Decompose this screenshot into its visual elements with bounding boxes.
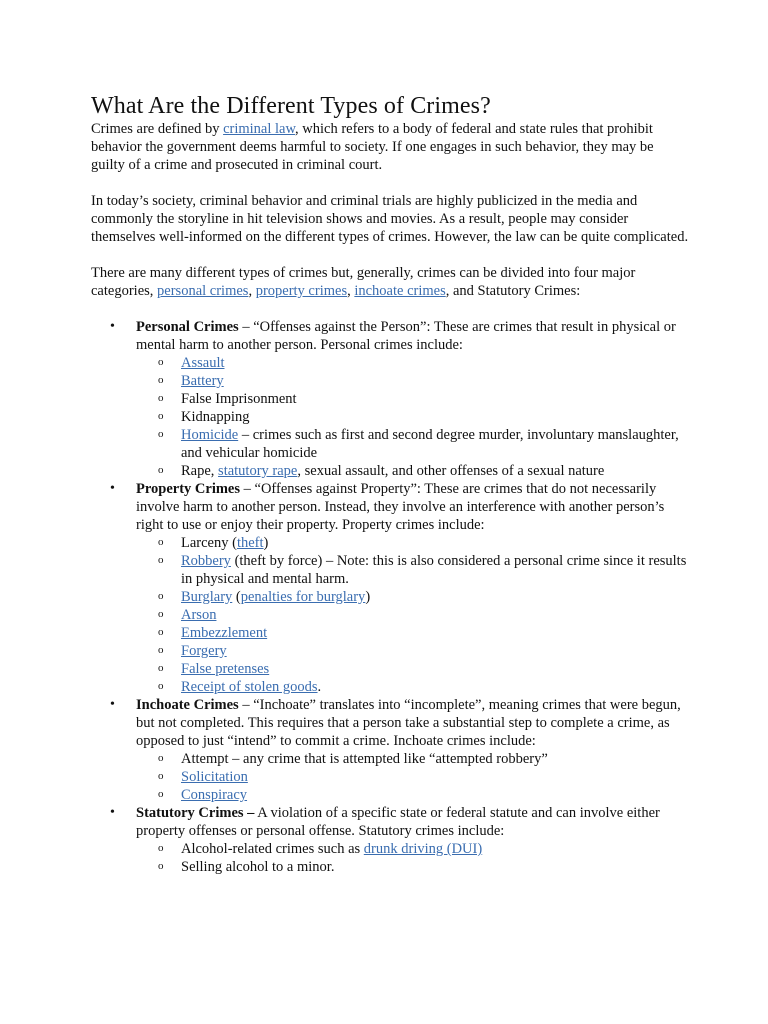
- property-crimes-desc: – “Offenses against Property”: These are crimes that do not necessarily involve harm to another person. Instead, they involve an interference with another person’s right to use or enjoy their property. Property crimes include:: [136, 481, 665, 533]
- conspiracy-link[interactable]: Conspiracy: [181, 787, 248, 803]
- minor-text: Selling alcohol to a minor.: [181, 859, 335, 875]
- categories-paragraph: [91, 264, 691, 300]
- list-item: [136, 552, 691, 588]
- page-title: What Are the Different Types of Crimes?: [91, 93, 491, 119]
- solicitation-link[interactable]: Solicitation: [181, 769, 248, 785]
- list-item: [136, 768, 691, 786]
- list-item: [136, 354, 691, 372]
- list-item: [136, 606, 691, 624]
- property-crimes-link[interactable]: property crimes: [255, 283, 348, 299]
- list-item: [136, 624, 691, 642]
- larceny-text: Larceny (: [181, 535, 237, 551]
- circle-bullet-icon: o: [158, 608, 164, 620]
- circle-bullet-icon: o: [158, 536, 164, 548]
- inchoate-crimes-desc: – “Inchoate” translates into “incomplete”, meaning crimes that were begun, but not completed. This requires that a person take a substantial step to complete a crime, as opposed to just “intend” to commit a crime. Inchoate crimes include:: [136, 697, 681, 749]
- circle-bullet-icon: o: [158, 842, 164, 854]
- circle-bullet-icon: o: [158, 464, 164, 476]
- alcohol-text: Alcohol-related crimes such as: [181, 841, 364, 857]
- list-item: [136, 426, 691, 462]
- circle-bullet-icon: o: [158, 860, 164, 872]
- circle-bullet-icon: o: [158, 752, 164, 764]
- circle-bullet-icon: o: [158, 788, 164, 800]
- circle-bullet-icon: o: [158, 392, 164, 404]
- stolen-goods-link[interactable]: Receipt of stolen goods: [181, 679, 318, 695]
- bullet-icon: •: [110, 697, 115, 712]
- list-item: [136, 408, 691, 426]
- intro-text: Crimes are defined by: [91, 121, 224, 137]
- circle-bullet-icon: o: [158, 374, 164, 386]
- inchoate-crimes-link[interactable]: inchoate crimes: [354, 283, 446, 299]
- attempt-text: Attempt – any crime that is attempted like “attempted robbery”: [181, 751, 548, 767]
- personal-crimes-sublist: [136, 354, 691, 480]
- personal-crimes-link[interactable]: personal crimes: [157, 283, 249, 299]
- list-item-statutory-crimes: [91, 804, 691, 876]
- circle-bullet-icon: o: [158, 410, 164, 422]
- society-paragraph: In today’s society, criminal behavior and criminal trials are highly publicized in the media and commonly the storyline in hit television shows and movies. As a result, people may consider themselves well-informed on the different types of crimes. However, the law can be quite complicated.: [91, 193, 689, 245]
- bullet-icon: •: [110, 481, 115, 496]
- list-item: [136, 642, 691, 660]
- property-crimes-sublist: [136, 534, 691, 696]
- list-item: [136, 858, 691, 876]
- burglary-link[interactable]: Burglary: [181, 589, 233, 605]
- assault-link[interactable]: Assault: [181, 355, 225, 371]
- list-item-inchoate-crimes: [91, 696, 691, 804]
- list-item: [136, 534, 691, 552]
- circle-bullet-icon: o: [158, 662, 164, 674]
- statutory-crimes-sublist: [136, 840, 691, 876]
- list-item: [136, 390, 691, 408]
- circle-bullet-icon: o: [158, 590, 164, 602]
- list-item-personal-crimes: [91, 318, 691, 480]
- homicide-text: – crimes such as first and second degree murder, involuntary manslaughter, and vehicular homicide: [181, 427, 679, 461]
- list-item: [136, 462, 691, 480]
- robbery-text: (theft by force) – Note: this is also considered a personal crime since it results in physical and mental harm.: [181, 553, 687, 587]
- article: [91, 92, 691, 876]
- false-imprisonment-text: False Imprisonment: [181, 391, 297, 407]
- intro-text-cont: , which refers to a body of federal and state rules that prohibit behavior the government deems harmful to society. If one engages in such behavior, they may be guilty of a crime and prosecuted in criminal court.: [91, 121, 654, 173]
- intro-paragraph: [91, 120, 691, 174]
- property-crimes-heading: Property Crimes: [136, 481, 241, 497]
- circle-bullet-icon: o: [158, 680, 164, 692]
- circle-bullet-icon: o: [158, 770, 164, 782]
- bullet-icon: •: [110, 319, 115, 334]
- period: .: [317, 679, 322, 695]
- personal-crimes-desc: – “Offenses against the Person”: These are crimes that result in physical or mental harm to another person. Personal crimes include:: [136, 319, 676, 353]
- inchoate-crimes-sublist: [136, 750, 691, 804]
- statutory-rape-link[interactable]: statutory rape: [218, 463, 298, 479]
- robbery-link[interactable]: Robbery: [181, 553, 231, 569]
- categories-text: There are many different types of crimes but, generally, crimes can be divided into four major categories,: [91, 265, 636, 299]
- statutory-crimes-desc: A violation of a specific state or federal statute and can involve either property offenses or personal offense. Statutory crimes include:: [136, 805, 660, 839]
- embezzlement-link[interactable]: Embezzlement: [181, 625, 268, 641]
- list-item: [136, 840, 691, 858]
- battery-link[interactable]: Battery: [181, 373, 224, 389]
- arson-link[interactable]: Arson: [181, 607, 217, 623]
- circle-bullet-icon: o: [158, 356, 164, 368]
- separator: ,: [248, 283, 256, 299]
- burglary-penalties-link[interactable]: penalties for burglary: [240, 589, 366, 605]
- larceny-text-end: ): [263, 535, 269, 551]
- forgery-link[interactable]: Forgery: [181, 643, 227, 659]
- kidnapping-text: Kidnapping: [181, 409, 250, 425]
- bullet-icon: •: [110, 805, 115, 820]
- inchoate-crimes-heading: Inchoate Crimes: [136, 697, 239, 713]
- circle-bullet-icon: o: [158, 554, 164, 566]
- list-item: [136, 372, 691, 390]
- list-item-property-crimes: [91, 480, 691, 696]
- list-item: [136, 660, 691, 678]
- circle-bullet-icon: o: [158, 644, 164, 656]
- rape-text-cont: , sexual assault, and other offenses of a sexual nature: [297, 463, 605, 479]
- theft-link[interactable]: theft: [236, 535, 264, 551]
- crime-categories-list: [91, 318, 691, 876]
- personal-crimes-heading: Personal Crimes: [136, 319, 239, 335]
- separator: ,: [347, 283, 355, 299]
- false-pretenses-link[interactable]: False pretenses: [181, 661, 270, 677]
- categories-text-end: , and Statutory Crimes:: [445, 283, 581, 299]
- circle-bullet-icon: o: [158, 626, 164, 638]
- list-item: [136, 786, 691, 804]
- homicide-link[interactable]: Homicide: [181, 427, 239, 443]
- list-item: [136, 678, 691, 696]
- circle-bullet-icon: o: [158, 428, 164, 440]
- list-item: [136, 588, 691, 606]
- criminal-law-link[interactable]: criminal law: [223, 121, 296, 137]
- burglary-text: (: [232, 589, 241, 605]
- rape-text: Rape,: [181, 463, 219, 479]
- list-item: [136, 750, 691, 768]
- drunk-driving-link[interactable]: drunk driving (DUI): [363, 841, 483, 857]
- burglary-text-end: ): [365, 589, 371, 605]
- statutory-crimes-heading: Statutory Crimes –: [136, 805, 255, 821]
